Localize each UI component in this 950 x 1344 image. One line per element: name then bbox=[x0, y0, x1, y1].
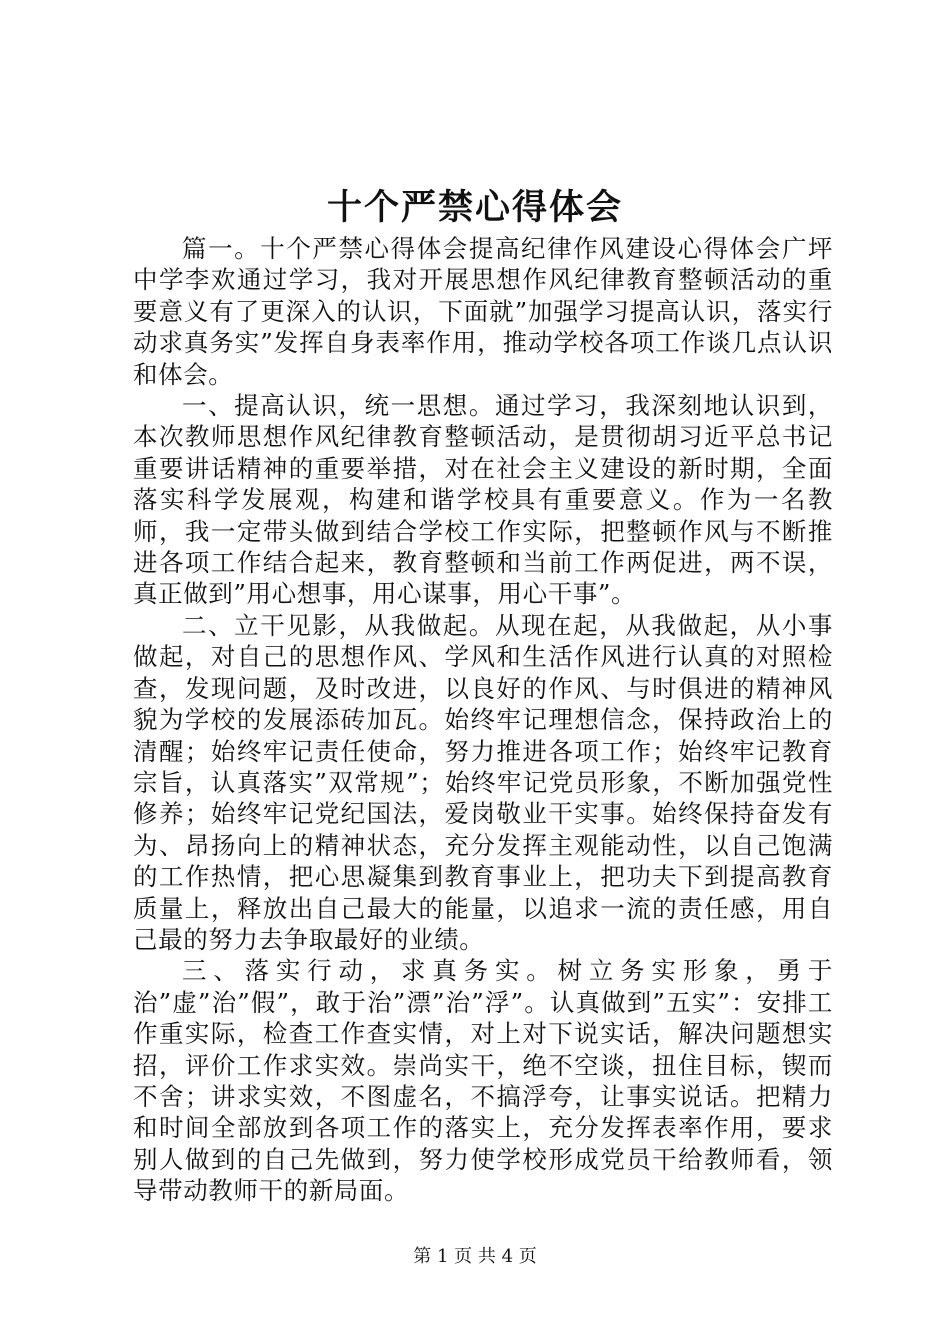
paragraph-section-3: 三、落实行动，求真务实。树立务实形象，勇于治”虚”治”假”，敢于治”漂”治”浮”。认真做到”五实”：安排工作重实际，检查工作查实情，对上对下说实话，解决问题想实招，评价工作求实效。崇尚实干，绝不空谈，扭住目标，锲而不舍；讲求实效，不图虚名，不搞浮夸，让事实说话。把精力和时间全部放到各项工作的落实上，充分发挥表率作用，要求别人做到的自己先做到，努力使学校形成党员干给教师看，领导带动教师干的新局面。 bbox=[133, 956, 833, 1206]
page-footer: 第 1 页 共 4 页 bbox=[413, 1246, 537, 1267]
paragraph-section-1: 一、提高认识，统一思想。通过学习，我深刻地认识到，本次教师思想作风纪律教育整顿活动，是贯彻胡习近平总书记重要讲话精神的重要举措，对在社会主义建设的新时期，全面落实科学发展观，构建和谐学校具有重要意义。作为一名教师，我一定带头做到结合学校工作实际，把整顿作风与不断推进各项工作结合起来，教育整顿和当前工作两促进，两不误，真正做到”用心想事，用心谋事，用心干事”。 bbox=[133, 391, 833, 609]
paragraph-intro: 篇一。十个严禁心得体会提高纪律作风建设心得体会广坪中学李欢通过学习，我对开展思想作风纪律教育整顿活动的重要意义有了更深入的认识，下面就”加强学习提高认识，落实行动求真务实”发挥自身表率作用，推动学校各项工作谈几点认识和体会。 bbox=[133, 234, 833, 389]
document-body bbox=[133, 233, 833, 1207]
paragraph-section-2: 二、立干见影，从我做起。从现在起，从我做起，从小事做起，对自己的思想作风、学风和生活作风进行认真的对照检查，发现问题，及时改进，以良好的作风、与时俱进的精神风貌为学校的发展添砖加瓦。始终牢记理想信念，保持政治上的清醒；始终牢记责任使命，努力推进各项工作；始终牢记教育宗旨，认真落实”双常规”；始终牢记党员形象，不断加强党性修养；始终牢记党纪国法，爱岗敬业干实事。始终保持奋发有为、昂扬向上的精神状态，充分发挥主观能动性，以自己饱满的工作热情，把心思凝集到教育事业上，把功夫下到提高教育质量上，释放出自己最大的能量，以追求一流的责任感，用自己最的努力去争取最好的业绩。 bbox=[133, 610, 833, 954]
document-title: 十个严禁心得体会 bbox=[326, 187, 623, 228]
